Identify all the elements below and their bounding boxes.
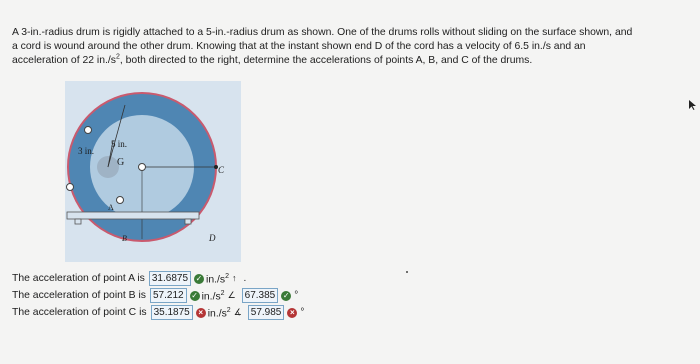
label-3in: 3 in. xyxy=(78,146,95,156)
check-icon: ✓ xyxy=(195,273,203,283)
problem-statement xyxy=(12,26,692,68)
label-5in: 5 in. xyxy=(111,139,128,149)
cross-icon: × xyxy=(196,308,206,318)
label-D: D xyxy=(209,233,216,243)
answer-B-label: The acceleration of point B is xyxy=(12,290,146,301)
label-G: G xyxy=(117,157,125,168)
answer-C-unit: $in./s^2$ xyxy=(207,307,231,320)
plate-support-left xyxy=(75,219,81,224)
center-icon xyxy=(117,197,124,204)
ground-plate xyxy=(67,212,199,219)
answers-panel xyxy=(12,270,304,321)
answer-row-C xyxy=(12,304,304,321)
answer-A-label: The acceleration of point A is xyxy=(12,273,145,284)
problem-line-3-exp: 2 xyxy=(115,53,120,61)
answer-B-angle-unit: ° xyxy=(294,290,299,301)
problem-line-2: a cord is wound around the other drum. Knowing that at the instant shown end D of the cord has a velocity of 6.5 in./s and an xyxy=(12,41,586,52)
drum-figure xyxy=(65,81,241,262)
problem-line-1: A 3-in.-radius drum is rigidly attached to a 5-in.-radius drum as shown. One of the drums rolls without sliding on the surface shown, and xyxy=(12,27,633,38)
answer-C-angle-input[interactable]: 57.985 xyxy=(248,305,285,320)
answer-C-label: The acceleration of point C is xyxy=(12,307,147,318)
label-A: A xyxy=(108,203,114,212)
check-icon: ✓ xyxy=(282,290,290,300)
cross-icon: × xyxy=(287,308,297,318)
answer-B-direction: ∠ xyxy=(227,290,236,300)
label-B: B xyxy=(122,234,127,243)
answer-A-unit: $in./s^2$ xyxy=(206,273,229,286)
answer-row-A: The acceleration of point A is 31.6875 ✓ $in./s^2$ ↑ . xyxy=(12,270,304,287)
plate-support-right xyxy=(185,219,191,224)
label-C: C xyxy=(218,165,225,175)
answer-C-direction: ∡ xyxy=(233,307,242,317)
speck xyxy=(406,271,408,273)
answer-C-input[interactable]: 35.1875 xyxy=(151,305,193,320)
center-icon xyxy=(139,164,146,171)
problem-line-3b: , both directed to the right, determine the accelerations of points A, B, and C of the drums. xyxy=(119,55,533,66)
answer-A-input[interactable]: 31.6875 xyxy=(149,271,191,286)
answer-B-angle-input[interactable]: 67.385 xyxy=(242,288,279,303)
center-icon xyxy=(85,127,92,134)
check-icon: ✓ xyxy=(191,290,198,300)
answer-B-input[interactable]: 57.212 xyxy=(150,288,187,303)
answer-row-B xyxy=(12,287,304,304)
answer-C-angle-unit: ° xyxy=(300,307,305,318)
answer-A-direction: ↑ xyxy=(231,273,237,283)
problem-line-3a: acceleration of 22 in./s xyxy=(12,55,116,66)
answer-B-unit: $in./s^2$ xyxy=(201,290,225,303)
cursor-icon xyxy=(689,100,697,110)
center-icon xyxy=(67,184,74,191)
